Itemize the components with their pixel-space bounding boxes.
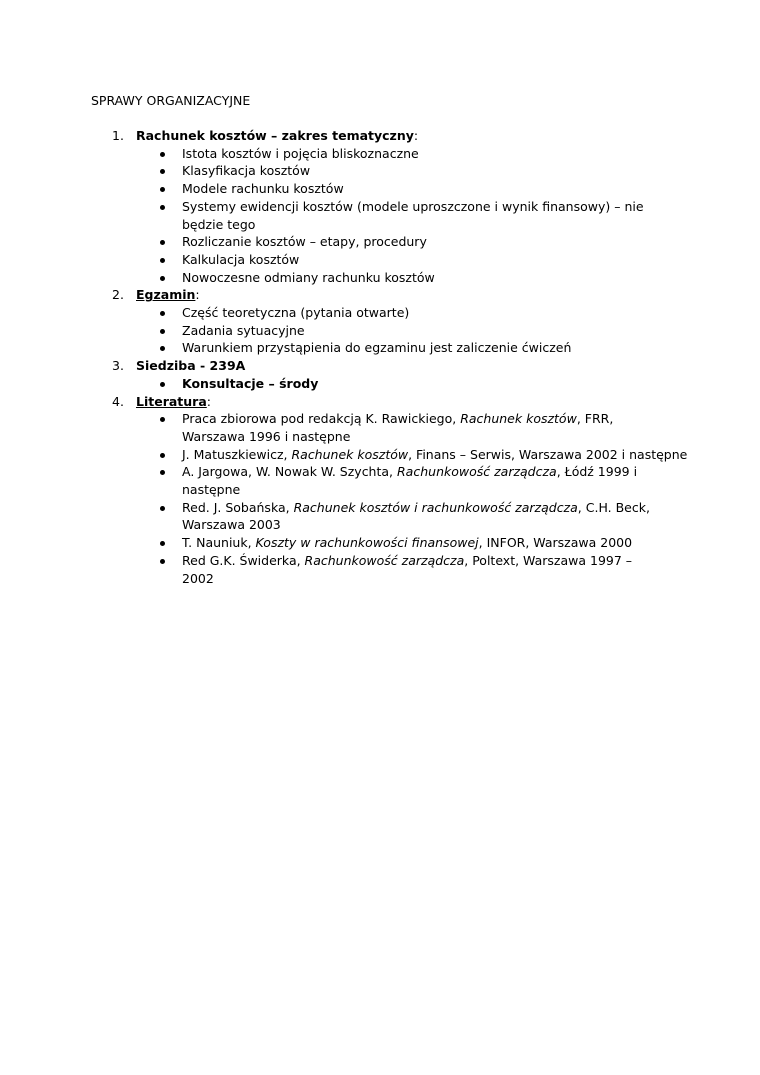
section-heading: Siedziba - 239A xyxy=(136,358,246,374)
office-list xyxy=(0,375,760,393)
bullet-icon xyxy=(160,559,165,564)
bullet-icon xyxy=(160,453,165,458)
list-item xyxy=(0,339,666,357)
list-item xyxy=(0,322,666,340)
list-item-text: Warunkiem przystąpienia do egzaminu jest zaliczenie ćwiczeń xyxy=(182,340,572,356)
bullet-icon xyxy=(160,417,165,422)
list-item-text: Kalkulacja kosztów xyxy=(182,251,300,267)
literature-item xyxy=(0,499,666,534)
bullet-icon xyxy=(160,258,165,263)
list-item xyxy=(0,162,666,180)
document-title: SPRAWY ORGANIZACYJNE xyxy=(91,93,251,108)
bullet-icon xyxy=(160,329,165,334)
literature-list xyxy=(0,410,760,587)
bullet-icon xyxy=(160,169,165,174)
bullet-icon xyxy=(160,311,165,316)
section-exam xyxy=(0,286,760,357)
section-office xyxy=(0,357,760,392)
list-item-text: Część teoretyczna (pytania otwarte) xyxy=(182,305,410,321)
section-heading-row xyxy=(0,286,760,304)
topic-list xyxy=(0,145,760,287)
literature-title: Rachunek kosztów xyxy=(460,411,577,427)
literature-publisher: , Finans – Serwis, Warszawa 2002 i następne xyxy=(408,446,688,462)
section-scope xyxy=(0,127,760,286)
bullet-icon xyxy=(160,205,165,210)
bullet-icon xyxy=(160,346,165,351)
literature-author: Praca zbiorowa pod redakcją K. Rawickiego, xyxy=(182,411,461,427)
literature-author: J. Matuszkiewicz, xyxy=(182,446,292,462)
section-number: 1. xyxy=(112,128,124,143)
list-item xyxy=(0,269,666,287)
section-number: 2. xyxy=(112,287,124,303)
bullet-icon xyxy=(160,152,165,157)
literature-author: A. Jargowa, W. Nowak W. Szychta, xyxy=(182,464,397,480)
list-item-text: Systemy ewidencji kosztów (modele uproszczone i wynik finansowy) – nie będzie tego xyxy=(182,198,644,232)
list-item xyxy=(0,251,666,269)
literature-title: Rachunkowość zarządcza xyxy=(304,552,465,568)
list-item xyxy=(0,233,666,251)
bullet-icon xyxy=(160,382,165,387)
bullet-icon xyxy=(160,506,165,511)
list-item xyxy=(0,198,666,233)
list-item-text: Zadania sytuacyjne xyxy=(182,322,305,338)
section-heading: Egzamin xyxy=(136,287,196,303)
section-heading: Rachunek kosztów – zakres tematyczny xyxy=(136,128,414,143)
list-item-text: Nowoczesne odmiany rachunku kosztów xyxy=(182,269,435,285)
literature-publisher: , INFOR, Warszawa 2000 xyxy=(478,535,633,551)
section-number: 4. xyxy=(112,393,124,409)
literature-item xyxy=(0,552,666,587)
literature-item xyxy=(0,446,688,464)
section-literature xyxy=(0,393,760,588)
list-item-text: Modele rachunku kosztów xyxy=(182,181,344,197)
section-heading-row xyxy=(0,127,760,145)
literature-item xyxy=(0,410,666,445)
bullet-icon xyxy=(160,240,165,245)
literature-publisher: , FRR, Warszawa 1996 i następne xyxy=(182,411,614,444)
section-heading-row xyxy=(0,357,760,375)
section-heading: Literatura xyxy=(136,393,207,409)
list-item xyxy=(0,375,666,393)
bullet-icon xyxy=(160,541,165,546)
literature-item xyxy=(0,534,666,552)
section-number: 3. xyxy=(112,358,124,374)
literature-author: T. Nauniuk, xyxy=(182,535,256,551)
bullet-icon xyxy=(160,187,165,192)
list-item-text: Rozliczanie kosztów – etapy, procedury xyxy=(182,234,427,250)
bullet-icon xyxy=(160,470,165,475)
literature-title: Rachunek kosztów xyxy=(291,446,409,462)
list-item-text: Konsultacje – środy xyxy=(182,375,319,391)
list-item-text: Istota kosztów i pojęcia bliskoznaczne xyxy=(182,145,419,161)
heading-colon: : xyxy=(413,128,419,143)
list-item xyxy=(0,304,666,322)
heading-colon: : xyxy=(195,287,200,303)
list-item-text: Klasyfikacja kosztów xyxy=(182,163,311,179)
bullet-icon xyxy=(160,276,165,281)
literature-author: Red. J. Sobańska, xyxy=(182,499,294,515)
literature-title: Koszty w rachunkowości finansowej xyxy=(255,535,479,551)
list-item xyxy=(0,180,666,198)
section-list xyxy=(0,127,760,587)
literature-author: Red G.K. Świderka, xyxy=(182,552,305,568)
literature-publisher: , C.H. Beck, Warszawa 2003 xyxy=(182,499,650,533)
literature-title: Rachunek kosztów i rachunkowość zarządcza xyxy=(293,499,578,515)
exam-list xyxy=(0,304,760,357)
section-heading-row xyxy=(0,393,760,411)
list-item xyxy=(0,145,666,163)
heading-colon: : xyxy=(206,393,211,409)
literature-title: Rachunkowość zarządcza xyxy=(397,464,557,480)
literature-publisher: , Łódź 1999 i następne xyxy=(182,464,638,498)
literature-publisher: , Poltext, Warszawa 1997 – 2002 xyxy=(182,552,633,586)
literature-item xyxy=(0,463,666,498)
